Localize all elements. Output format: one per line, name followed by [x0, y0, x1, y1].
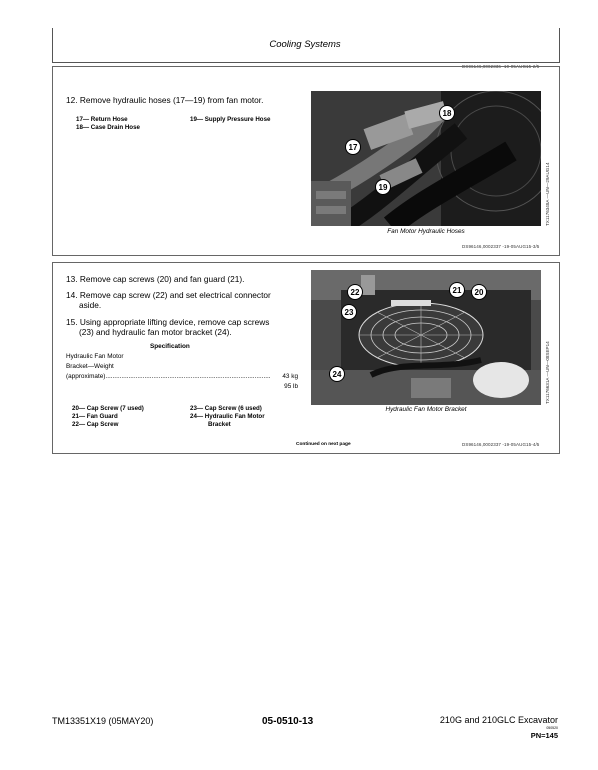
- section-title: Cooling Systems: [269, 39, 341, 50]
- step-15-instruction: 15. Using appropriate lifting device, remove cap screws: [66, 317, 270, 327]
- legend-item-24-cont: Bracket: [208, 421, 231, 428]
- step-13-instruction: 13. Remove cap screws (20) and fan guard (21).: [66, 274, 245, 284]
- footer-page-section: 05-0510-13: [262, 716, 314, 727]
- specification-heading: Specification: [150, 343, 190, 350]
- callout-21: 21: [449, 282, 465, 298]
- callout-20: 20: [471, 284, 487, 300]
- step-14-instruction: 14. Remove cap screw (22) and set electrical connector: [66, 290, 271, 300]
- specification-value-kg: 43 kg: [282, 373, 298, 380]
- callout-22: 22: [347, 284, 363, 300]
- specification-line-2: Bracket—Weight: [66, 363, 114, 370]
- figure-caption-1: Fan Motor Hydraulic Hoses: [387, 228, 465, 235]
- legend-item-18: 18— Case Drain Hose: [76, 124, 140, 131]
- figure-caption-2: Hydraulic Fan Motor Bracket: [385, 406, 467, 413]
- callout-17: 17: [345, 139, 361, 155]
- reference-code-top: DS96146,0002336 -19-05AUG15-2/5: [462, 64, 540, 69]
- legend-item-17: 17— Return Hose: [76, 116, 128, 123]
- reference-code-2: DS96146,0002337 -19-05AUG15-4/5: [462, 442, 540, 447]
- photo-illustration-2: [311, 270, 541, 405]
- legend-item-24: 24— Hydraulic Fan Motor: [190, 413, 265, 420]
- footer-model: 210G and 210GLC Excavator: [439, 715, 558, 725]
- figure-code-1: TX1176348A —UN—29AUG14: [545, 162, 550, 226]
- specification-line-3: (approximate).............................................................................................: [66, 373, 271, 380]
- footer-manual-number: TM13351X19 (05MAY20): [52, 716, 154, 726]
- footer-date-code: 050520: [546, 726, 558, 730]
- legend-item-21: 21— Fan Guard: [72, 413, 118, 420]
- callout-23: 23: [341, 304, 357, 320]
- legend-item-19: 19— Supply Pressure Hose: [190, 116, 271, 123]
- reference-code-1: DS96146,0002337 -19-05AUG15-3/5: [462, 244, 540, 249]
- legend-item-20: 20— Cap Screw (7 used): [72, 405, 144, 412]
- callout-18: 18: [439, 105, 455, 121]
- continued-note: Continued on next page: [296, 442, 351, 447]
- figure-code-2: TX1176631A —UN—08SEP14: [545, 341, 550, 404]
- callout-24: 24: [329, 366, 345, 382]
- step-14-instruction-cont: aside.: [79, 300, 102, 310]
- footer-page-number: PN=145: [530, 731, 558, 740]
- photo-fan-motor-hoses: [311, 91, 541, 226]
- step-12-instruction: 12. Remove hydraulic hoses (17—19) from fan motor.: [66, 95, 264, 105]
- callout-19: 19: [375, 179, 391, 195]
- legend-item-22: 22— Cap Screw: [72, 421, 119, 428]
- specification-value-lb: 95 lb: [284, 383, 298, 390]
- specification-line-1: Hydraulic Fan Motor: [66, 353, 124, 360]
- step-15-instruction-cont: (23) and hydraulic fan motor bracket (24).: [79, 327, 232, 337]
- legend-item-23: 23— Cap Screw (6 used): [190, 405, 262, 412]
- photo-illustration: [311, 91, 541, 226]
- photo-fan-motor-bracket: [311, 270, 541, 405]
